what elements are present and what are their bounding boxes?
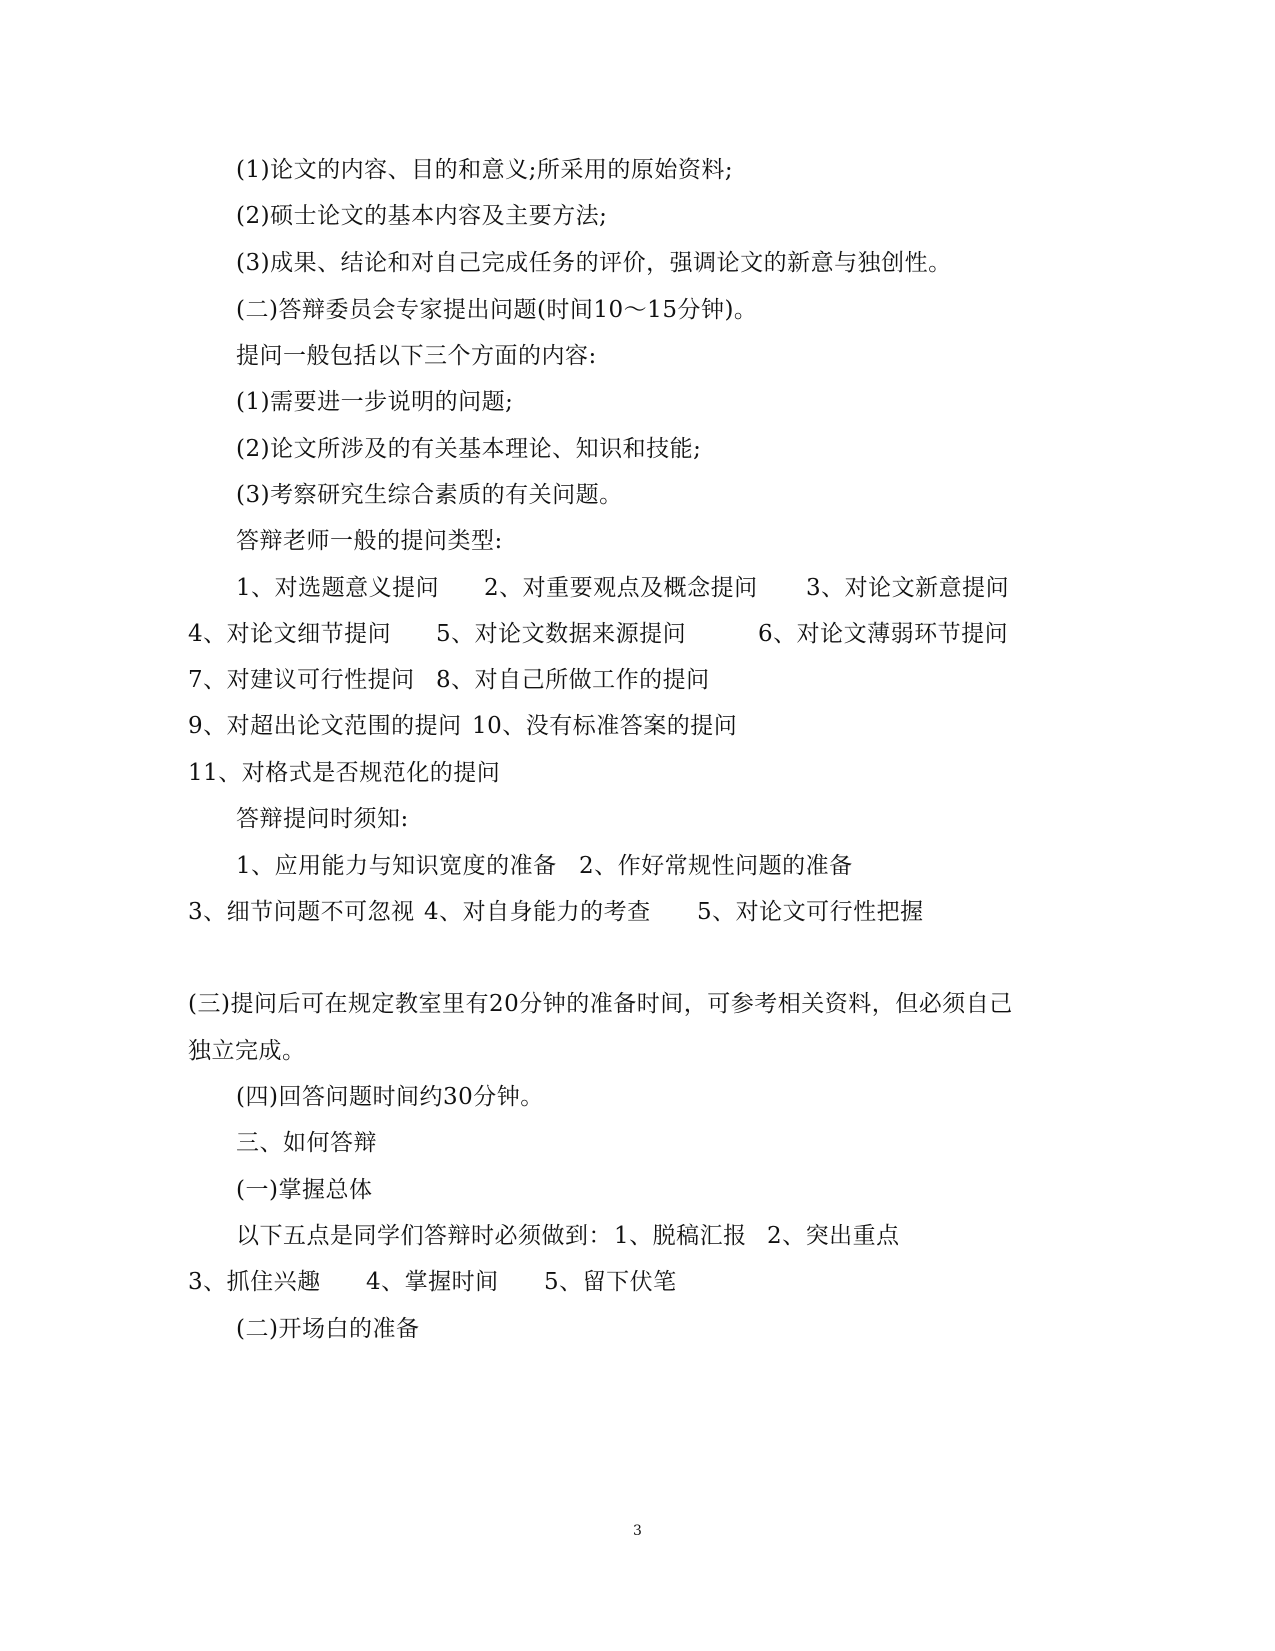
- paragraph-line: (2)硕士论文的基本内容及主要方法;: [236, 203, 608, 229]
- subsection-heading: (二)开场白的准备: [236, 1316, 420, 1342]
- notice-item: 3、细节问题不可忽视: [188, 899, 415, 925]
- prep-time-line: 独立完成。: [188, 1038, 306, 1064]
- question-type-item: 4、对论文细节提问: [188, 621, 392, 647]
- notices-row: [0, 851, 1275, 881]
- question-type-item: 6、对论文薄弱环节提问: [758, 621, 1009, 647]
- five-points-item: 1、脱稿汇报: [614, 1223, 747, 1249]
- page-number: 3: [633, 1523, 642, 1539]
- paragraph-line: (2)论文所涉及的有关基本理论、知识和技能;: [236, 436, 702, 462]
- five-points-row: [0, 1267, 1275, 1297]
- question-types-row: [0, 711, 1275, 741]
- notice-item: 2、作好常规性问题的准备: [579, 853, 853, 879]
- question-type-item: 2、对重要观点及概念提问: [484, 575, 758, 601]
- notice-item: 1、应用能力与知识宽度的准备: [236, 853, 557, 879]
- paragraph-line: (3)成果、结论和对自己完成任务的评价，强调论文的新意与独创性。: [236, 250, 952, 276]
- section-heading: 三、如何答辩: [236, 1130, 377, 1156]
- question-types-row: [0, 573, 1275, 603]
- question-type-item: 10、没有标准答案的提问: [472, 713, 738, 739]
- five-points-item: 3、抓住兴趣: [188, 1269, 321, 1295]
- paragraph-line: 提问一般包括以下三个方面的内容:: [236, 343, 597, 369]
- paragraph-line: 答辩老师一般的提问类型:: [236, 528, 503, 554]
- five-points-item: 4、掌握时间: [366, 1269, 499, 1295]
- question-type-item: 3、对论文新意提问: [806, 575, 1010, 601]
- subsection-heading: (一)掌握总体: [236, 1177, 373, 1203]
- five-points-row: [0, 1221, 1275, 1251]
- question-type-item: 5、对论文数据来源提问: [436, 621, 687, 647]
- question-type-item: 1、对选题意义提问: [236, 575, 440, 601]
- five-points-item: 5、留下伏笔: [544, 1269, 677, 1295]
- question-type-item: 8、对自己所做工作的提问: [436, 667, 710, 693]
- notice-item: 4、对自身能力的考查: [424, 899, 651, 925]
- notice-item: 5、对论文可行性把握: [697, 899, 924, 925]
- question-types-row: [0, 619, 1275, 649]
- paragraph-line: (二)答辩委员会专家提出问题(时间10～15分钟)。: [236, 297, 758, 323]
- paragraph-line: (1)论文的内容、目的和意义;所采用的原始资料;: [236, 157, 734, 183]
- paragraph-line: (1)需要进一步说明的问题;: [236, 389, 514, 415]
- question-type-item: 7、对建议可行性提问: [188, 667, 415, 693]
- notices-row: [0, 897, 1275, 927]
- prep-time-line: (三)提问后可在规定教室里有20分钟的准备时间，可参考相关资料，但必须自己: [188, 991, 1013, 1017]
- answer-time-line: (四)回答问题时间约30分钟。: [236, 1084, 544, 1110]
- five-points-intro: 以下五点是同学们答辩时必须做到：: [236, 1223, 612, 1249]
- paragraph-line: (3)考察研究生综合素质的有关问题。: [236, 482, 623, 508]
- notice-heading: 答辩提问时须知:: [236, 806, 409, 832]
- question-types-row: [0, 665, 1275, 695]
- question-type-item: 11、对格式是否规范化的提问: [188, 760, 501, 786]
- question-type-item: 9、对超出论文范围的提问: [188, 713, 462, 739]
- five-points-item: 2、突出重点: [767, 1223, 900, 1249]
